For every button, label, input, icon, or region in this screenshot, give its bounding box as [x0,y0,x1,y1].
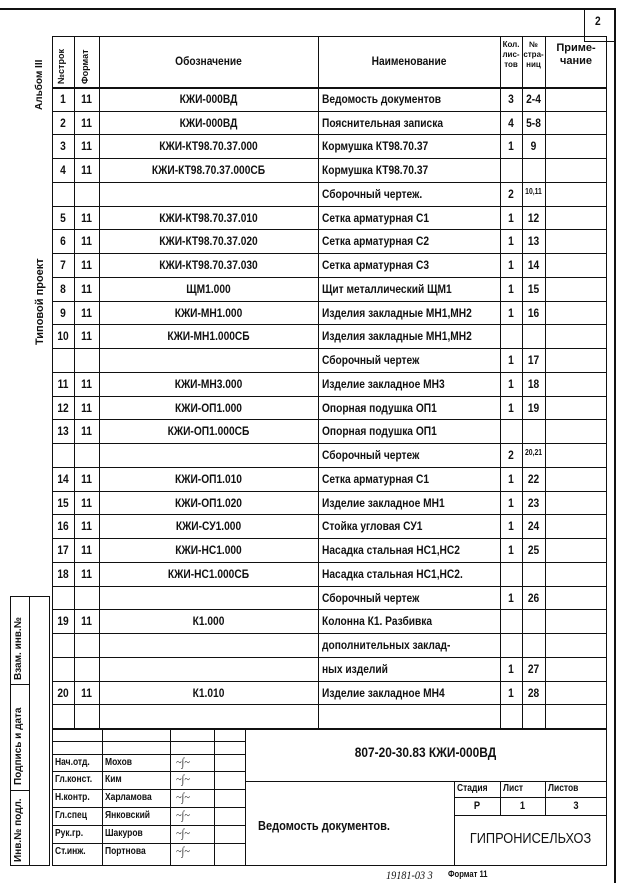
cell-fmt: 11 [81,543,92,557]
side-stamp-line [10,790,30,791]
cell-name: Изделия закладные МН1,МН2 [322,329,472,343]
cell-sh: 1 [508,472,514,486]
cell-name: Изделия закладные МН1,МН2 [322,306,472,320]
side-stamp-line [29,596,30,866]
cell-sh: 1 [508,496,514,510]
cell-sh: 1 [508,377,514,391]
row-line [52,562,607,563]
row-line [52,419,607,420]
cell-des: КЖИ-КТ98.70.37.030 [159,258,258,272]
cell-pg: 23 [527,496,540,510]
row-line [52,134,607,135]
cell-fmt: 11 [81,519,92,533]
cell-des: КЖИ-ОП1.020 [175,496,242,510]
cell-no: 19 [57,614,69,628]
cell-sh: 1 [508,234,514,248]
inventory-number: 19181-03 3 [386,868,433,882]
cell-sh: 4 [508,116,514,130]
sign-date-label: Подпись и дата [13,707,24,785]
cell-name: Сборочный чертеж [322,353,420,367]
cell-no: 7 [60,258,66,272]
stamp-line [52,789,245,790]
sheets-value: 3 [573,800,579,812]
inv-orig-label: Инв.№ подл. [13,798,24,862]
replace-inv-label: Взам. инв.№ [13,617,24,680]
cell-fmt: 11 [81,686,92,700]
stamp-name: Ким [105,774,122,785]
stamp-name: Янковский [105,810,151,821]
cell-no: 3 [60,139,66,153]
cell-des: КЖИ-МН1.000 [174,306,243,320]
cell-des: КЖИ-ОП1.000СБ [167,424,250,438]
cell-fmt: 11 [81,163,92,177]
cell-no: 16 [57,519,69,533]
cell-sh: 1 [508,139,514,153]
cell-fmt: 11 [81,234,92,248]
stamp-role: Гл.спец [55,810,87,821]
project-label: Типовой проект [34,258,46,345]
stamp-line [545,781,546,815]
signature: ~∫~ [176,772,190,786]
organization: ГИПРОНИСЕЛЬХОЗ [469,830,592,847]
cell-no: 12 [57,401,69,415]
cell-sh: 1 [508,258,514,272]
stamp-line [454,781,455,866]
cell-des: КЖИ-НС1.000СБ [167,567,250,581]
column-line [545,36,546,728]
row-line [52,253,607,254]
cell-fmt: 11 [81,139,92,153]
cell-no: 9 [60,306,66,320]
cell-fmt: 11 [81,614,92,628]
row-line [52,277,607,278]
cell-pg: 2-4 [526,92,541,106]
cell-sh: 3 [508,92,514,106]
cell-name: Насадка стальная НС1,НС2. [322,567,463,581]
cell-no: 10 [57,329,69,343]
cell-sh: 1 [508,211,514,225]
cell-pg: 26 [527,591,540,605]
cell-sh: 2 [508,448,514,462]
row-line [52,324,607,325]
cell-pg: 17 [527,353,540,367]
sheet-label: Лист [503,783,524,794]
row-line [52,158,607,159]
stamp-name: Харламова [105,792,152,803]
cell-pg: 25 [527,543,540,557]
cell-fmt: 11 [81,496,92,510]
row-line [52,229,607,230]
cell-name: Кормушка КТ98.70.37 [322,163,429,177]
row-line [52,633,607,634]
cell-sh: 1 [508,306,514,320]
cell-name: Сетка арматурная С3 [322,258,430,272]
row-line [52,609,607,610]
cell-fmt: 11 [81,401,92,415]
cell-name: Сетка арматурная С2 [322,234,430,248]
row-line [52,538,607,539]
signature: ~∫~ [176,844,190,858]
stamp-role: Гл.конст. [55,774,93,785]
column-line [318,36,319,728]
row-line [52,182,607,183]
cell-name: Кормушка КТ98.70.37 [322,139,429,153]
sheets-label: Листов [548,783,579,794]
cell-des: ЩМ1.000 [186,282,231,296]
cell-sh: 1 [508,519,514,533]
album-label: Альбом III [34,59,45,110]
cell-des: К1.010 [192,686,225,700]
header-page: № стра-ниц [523,40,544,69]
row-line [52,111,607,112]
cell-pg: 12 [527,211,540,225]
cell-name: Щит металлический ЩМ1 [322,282,452,296]
stamp-line [52,825,245,826]
column-line [99,36,100,728]
stamp-line [245,728,246,866]
stamp-divider [52,728,607,730]
document-title: Ведомость документов. [258,818,390,833]
cell-pg: 18 [527,377,540,391]
cell-name: ных изделий [322,662,388,676]
cell-no: 5 [60,211,66,225]
cell-pg: 14 [527,258,540,272]
row-line [52,443,607,444]
cell-des: КЖИ-МН1.000СБ [167,329,250,343]
right-border [614,8,616,883]
cell-no: 6 [60,234,66,248]
cell-name: Изделие закладное МН3 [322,377,445,391]
cell-name: Колонна К1. Разбивка [322,614,433,628]
cell-name: Опорная подушка ОП1 [322,401,437,415]
cell-sh: 1 [508,282,514,296]
cell-des: К1.000 [192,614,225,628]
cell-pg: 9 [530,139,537,153]
row-line [52,586,607,587]
stamp-line [52,741,245,742]
cell-no: 20 [57,686,69,700]
header-designation: Обозначение [175,54,242,68]
document-code: 807-20-30.83 КЖИ-000ВД [354,744,497,760]
top-border [0,8,615,10]
stamp-line [102,728,103,866]
header-format: Формат [80,49,90,84]
stamp-line [500,781,501,815]
row-line [52,372,607,373]
cell-des: КЖИ-ОП1.010 [175,472,242,486]
cell-name: дополнительных заклад- [322,638,451,652]
header-name: Наименование [371,54,447,68]
cell-sh: 1 [508,686,514,700]
stamp-line [52,843,245,844]
row-line [52,396,607,397]
signature: ~∫~ [176,826,190,840]
stamp-role: Ст.инж. [55,846,86,857]
cell-pg: 5-8 [526,116,541,130]
cell-fmt: 11 [81,258,92,272]
row-line [52,514,607,515]
cell-name: Изделие закладное МН4 [322,686,445,700]
cell-fmt: 11 [81,282,92,296]
cell-no: 18 [57,567,69,581]
stamp-line [52,807,245,808]
cell-sh: 1 [508,353,514,367]
header-row-no: №строк [56,49,66,84]
cell-name: Сетка арматурная С1 [322,211,430,225]
stamp-line [52,754,245,755]
stamp-line [454,815,607,816]
cell-no: 1 [60,92,66,106]
cell-sh: 1 [508,662,514,676]
stamp-line [454,797,607,798]
cell-des: КЖИ-НС1.000 [175,543,242,557]
cell-fmt: 11 [81,116,92,130]
cell-pg: 10,11 [525,187,542,196]
row-line [52,657,607,658]
cell-no: 15 [57,496,69,510]
cell-name: Пояснительная записка [322,116,444,130]
stamp-line [52,771,245,772]
signature: ~∫~ [176,755,190,769]
sheet-value: 1 [519,800,526,812]
cell-no: 8 [60,282,66,296]
header-note: Приме-чание [556,42,596,67]
stamp-line [245,781,607,782]
cell-des: КЖИ-МН3.000 [174,377,243,391]
cell-fmt: 11 [81,211,92,225]
row-line [52,704,607,705]
side-stamp-line [10,684,30,685]
cell-pg: 28 [527,686,540,700]
cell-no: 2 [60,116,66,130]
stamp-name: Мохов [105,757,133,768]
cell-pg: 16 [527,306,540,320]
row-line [52,491,607,492]
stage-value: Р [473,800,481,812]
cell-pg: 27 [527,662,540,676]
cell-sh: 2 [508,187,514,201]
cell-sh: 1 [508,401,514,415]
signature: ~∫~ [176,808,190,822]
cell-no: 4 [60,163,66,177]
cell-name: Изделие закладное МН1 [322,496,445,510]
cell-name: Ведомость документов [322,92,441,106]
cell-name: Насадка стальная НС1,НС2 [322,543,460,557]
cell-pg: 22 [527,472,540,486]
cell-name: Опорная подушка ОП1 [322,424,437,438]
stamp-role: Н.контр. [55,792,90,803]
sheet-number: 2 [595,14,601,28]
signature: ~∫~ [176,790,190,804]
row-line [52,681,607,682]
cell-fmt: 11 [81,424,92,438]
stamp-name: Портнова [105,846,146,857]
cell-name: Сетка арматурная С1 [322,472,430,486]
cell-name: Стойка угловая СУ1 [322,519,423,533]
row-line [52,348,607,349]
stamp-name: Шакуров [105,828,143,839]
stamp-line [170,728,171,866]
cell-des: КЖИ-КТ98.70.37.000СБ [151,163,266,177]
cell-fmt: 11 [81,377,92,391]
cell-no: 14 [57,472,69,486]
cell-sh: 1 [508,591,514,605]
row-line [52,301,607,302]
cell-pg: 19 [527,401,540,415]
format-label: Формат 11 [448,869,488,879]
column-line [74,36,75,728]
cell-des: КЖИ-КТ98.70.37.010 [159,211,258,225]
cell-fmt: 11 [81,472,92,486]
header-divider [52,87,607,89]
stage-label: Стадия [457,783,488,794]
cell-des: КЖИ-КТ98.70.37.000 [159,139,258,153]
cell-no: 17 [57,543,69,557]
cell-des: КЖИ-СУ1.000 [175,519,242,533]
cell-pg: 20,21 [524,448,543,457]
row-line [52,206,607,207]
cell-des: КЖИ-КТ98.70.37.020 [159,234,258,248]
header-sheets: Кол. лис-тов [502,40,520,69]
cell-name: Сборочный чертеж [322,591,420,605]
cell-fmt: 11 [81,92,92,106]
cell-name: Сборочный чертеж. [322,187,423,201]
cell-fmt: 11 [81,567,92,581]
cell-no: 13 [57,424,69,438]
cell-des: КЖИ-000ВД [179,92,238,106]
cell-fmt: 11 [81,306,92,320]
cell-pg: 24 [527,519,540,533]
cell-sh: 1 [508,543,514,557]
cell-des: КЖИ-000ВД [179,116,238,130]
stamp-line [214,728,215,866]
cell-fmt: 11 [81,329,92,343]
cell-pg: 15 [527,282,540,296]
cell-name: Сборочный чертеж [322,448,420,462]
cell-des: КЖИ-ОП1.000 [175,401,242,415]
cell-pg: 13 [527,234,540,248]
cell-no: 11 [57,377,69,391]
row-line [52,467,607,468]
stamp-role: Рук.гр. [55,828,84,839]
stamp-role: Нач.отд. [55,757,90,768]
